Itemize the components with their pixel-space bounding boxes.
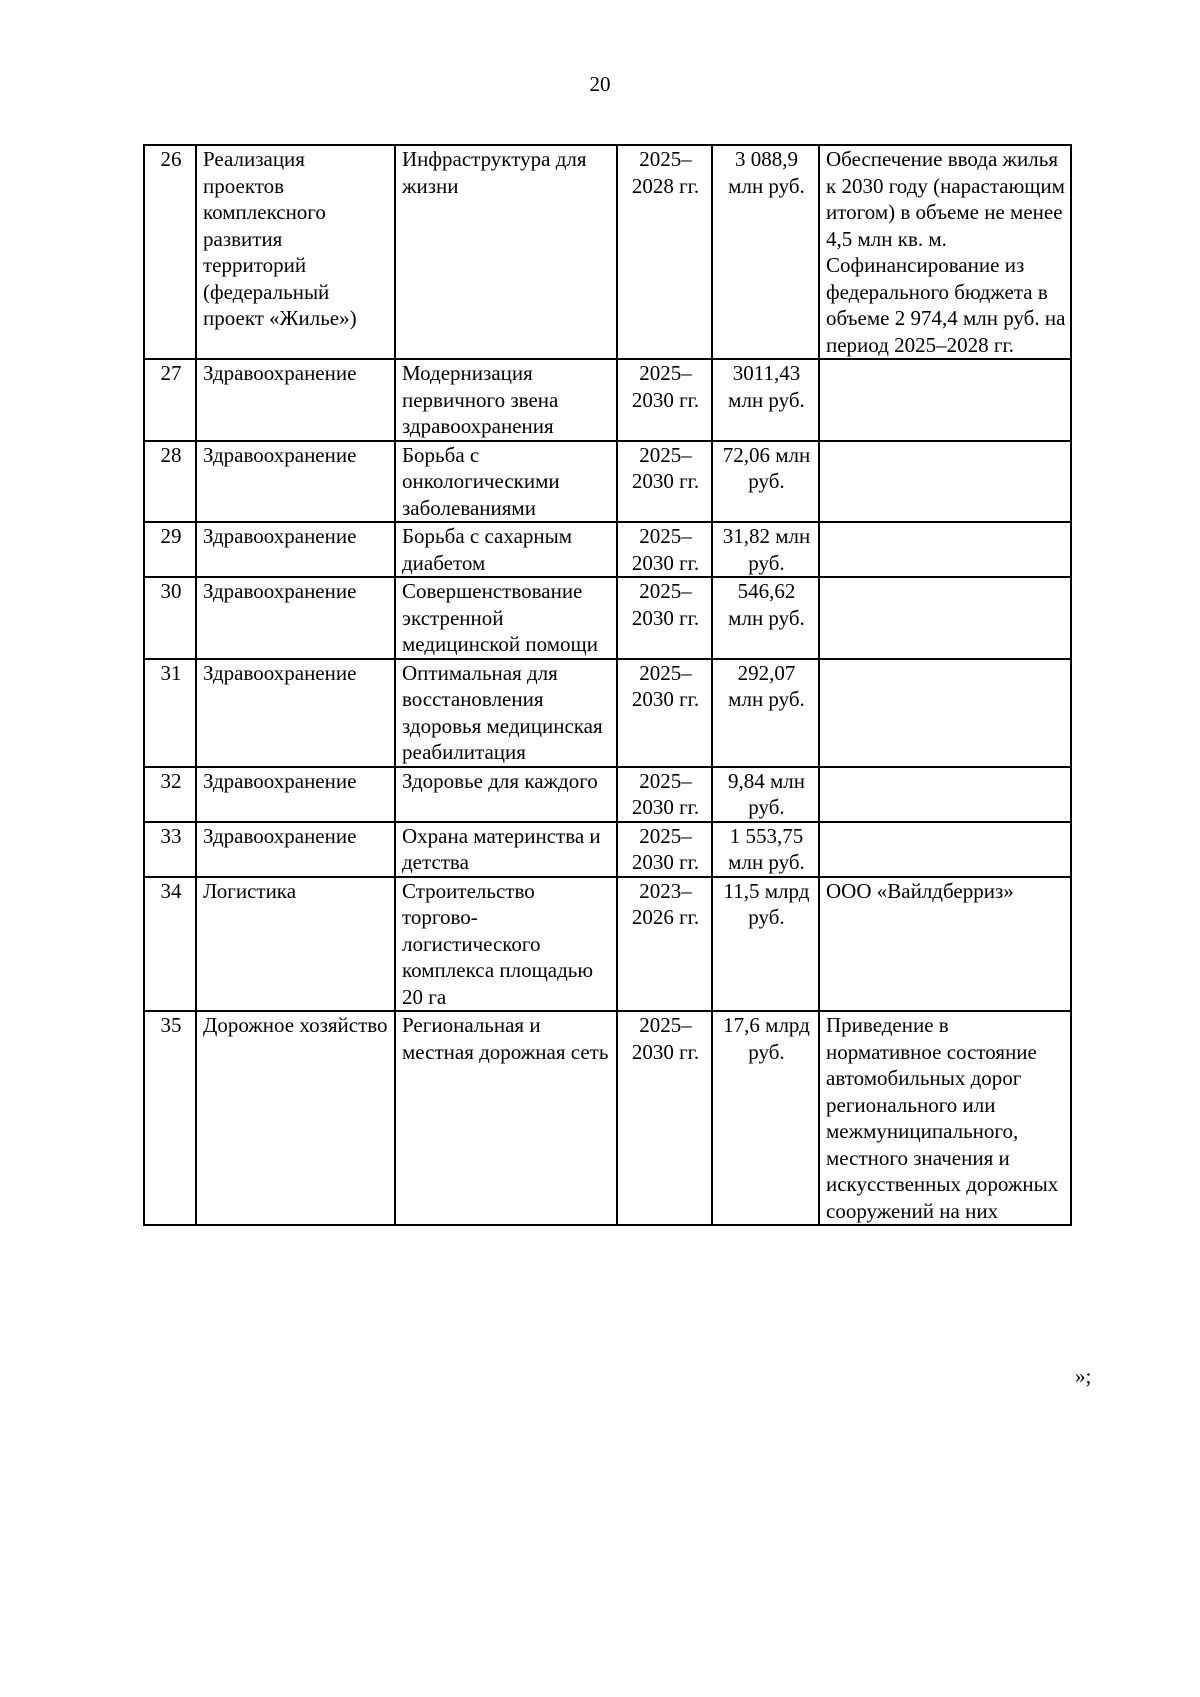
note-cell	[819, 441, 1071, 523]
row-number: 34	[144, 877, 196, 1012]
project-cell: Региональная и местная дорожная сеть	[395, 1011, 617, 1225]
sector-cell: Здравоохранение	[196, 767, 395, 822]
period-cell: 2025–2030 гг.	[617, 659, 712, 767]
note-cell: ООО «Вайлдберриз»	[819, 877, 1071, 1012]
amount-cell: 292,07 млн руб.	[712, 659, 819, 767]
period-cell: 2025–2030 гг.	[617, 822, 712, 877]
project-cell: Борьба с онкологическими заболеваниями	[395, 441, 617, 523]
row-number: 35	[144, 1011, 196, 1225]
table-row	[144, 522, 1071, 577]
period-cell: 2025–2030 гг.	[617, 767, 712, 822]
project-cell: Модернизация первичного звена здравоохранения	[395, 359, 617, 441]
period-cell: 2025–2030 гг.	[617, 441, 712, 523]
note-cell	[819, 359, 1071, 441]
period-cell: 2025–2030 гг.	[617, 522, 712, 577]
amount-cell: 31,82 млн руб.	[712, 522, 819, 577]
row-number: 30	[144, 577, 196, 659]
project-cell: Оптимальная для восстановления здоровья медицинская реабилитация	[395, 659, 617, 767]
project-cell: Инфраструктура для жизни	[395, 145, 617, 359]
sector-cell: Реализация проектов комплексного развития территорий (федеральный проект «Жилье»)	[196, 145, 395, 359]
period-cell: 2025–2028 гг.	[617, 145, 712, 359]
project-cell: Здоровье для каждого	[395, 767, 617, 822]
table-row	[144, 1011, 1071, 1225]
table-row	[144, 359, 1071, 441]
sector-cell: Здравоохранение	[196, 577, 395, 659]
note-cell	[819, 522, 1071, 577]
amount-cell: 1 553,75 млн руб.	[712, 822, 819, 877]
sector-cell: Логистика	[196, 877, 395, 1012]
table-row	[144, 441, 1071, 523]
note-cell	[819, 659, 1071, 767]
sector-cell: Здравоохранение	[196, 659, 395, 767]
period-cell: 2025–2030 гг.	[617, 1011, 712, 1225]
page-number: 20	[589, 72, 611, 96]
amount-cell: 72,06 млн руб.	[712, 441, 819, 523]
period-cell: 2025–2030 гг.	[617, 359, 712, 441]
period-cell: 2023–2026 гг.	[617, 877, 712, 1012]
sector-cell: Дорожное хозяйство	[196, 1011, 395, 1225]
table-row	[144, 822, 1071, 877]
note-cell	[819, 822, 1071, 877]
sector-cell: Здравоохранение	[196, 822, 395, 877]
note-cell	[819, 577, 1071, 659]
closing-quote-mark: »;	[1075, 1364, 1092, 1388]
sector-cell: Здравоохранение	[196, 522, 395, 577]
amount-cell: 11,5 млрд руб.	[712, 877, 819, 1012]
project-cell: Охрана материнства и детства	[395, 822, 617, 877]
amount-cell: 3 088,9 млн руб.	[712, 145, 819, 359]
projects-table	[143, 144, 1072, 1226]
period-cell: 2025–2030 гг.	[617, 577, 712, 659]
amount-cell: 9,84 млн руб.	[712, 767, 819, 822]
row-number: 28	[144, 441, 196, 523]
note-cell: Обеспечение ввода жилья к 2030 году (нарастающим итогом) в объеме не менее 4,5 млн кв. м. Софинансирование из федерального бюджета в объеме 2 974,4 млн руб. на период 2025–2028 гг.	[819, 145, 1071, 359]
table-row	[144, 877, 1071, 1012]
row-number: 26	[144, 145, 196, 359]
amount-cell: 3011,43 млн руб.	[712, 359, 819, 441]
note-cell	[819, 767, 1071, 822]
table-row	[144, 145, 1071, 359]
table-row	[144, 767, 1071, 822]
row-number: 31	[144, 659, 196, 767]
project-cell: Борьба с сахарным диабетом	[395, 522, 617, 577]
note-cell: Приведение в нормативное состояние автомобильных дорог регионального или межмуниципального, местного значения и искусственных дорожных сооружений на них	[819, 1011, 1071, 1225]
amount-cell: 17,6 млрд руб.	[712, 1011, 819, 1225]
table-row	[144, 577, 1071, 659]
row-number: 32	[144, 767, 196, 822]
sector-cell: Здравоохранение	[196, 441, 395, 523]
project-cell: Совершенствование экстренной медицинской помощи	[395, 577, 617, 659]
table-row	[144, 659, 1071, 767]
amount-cell: 546,62 млн руб.	[712, 577, 819, 659]
row-number: 27	[144, 359, 196, 441]
row-number: 33	[144, 822, 196, 877]
table-body	[144, 145, 1071, 1225]
project-cell: Строительство торгово-логистического комплекса площадью 20 га	[395, 877, 617, 1012]
sector-cell: Здравоохранение	[196, 359, 395, 441]
row-number: 29	[144, 522, 196, 577]
